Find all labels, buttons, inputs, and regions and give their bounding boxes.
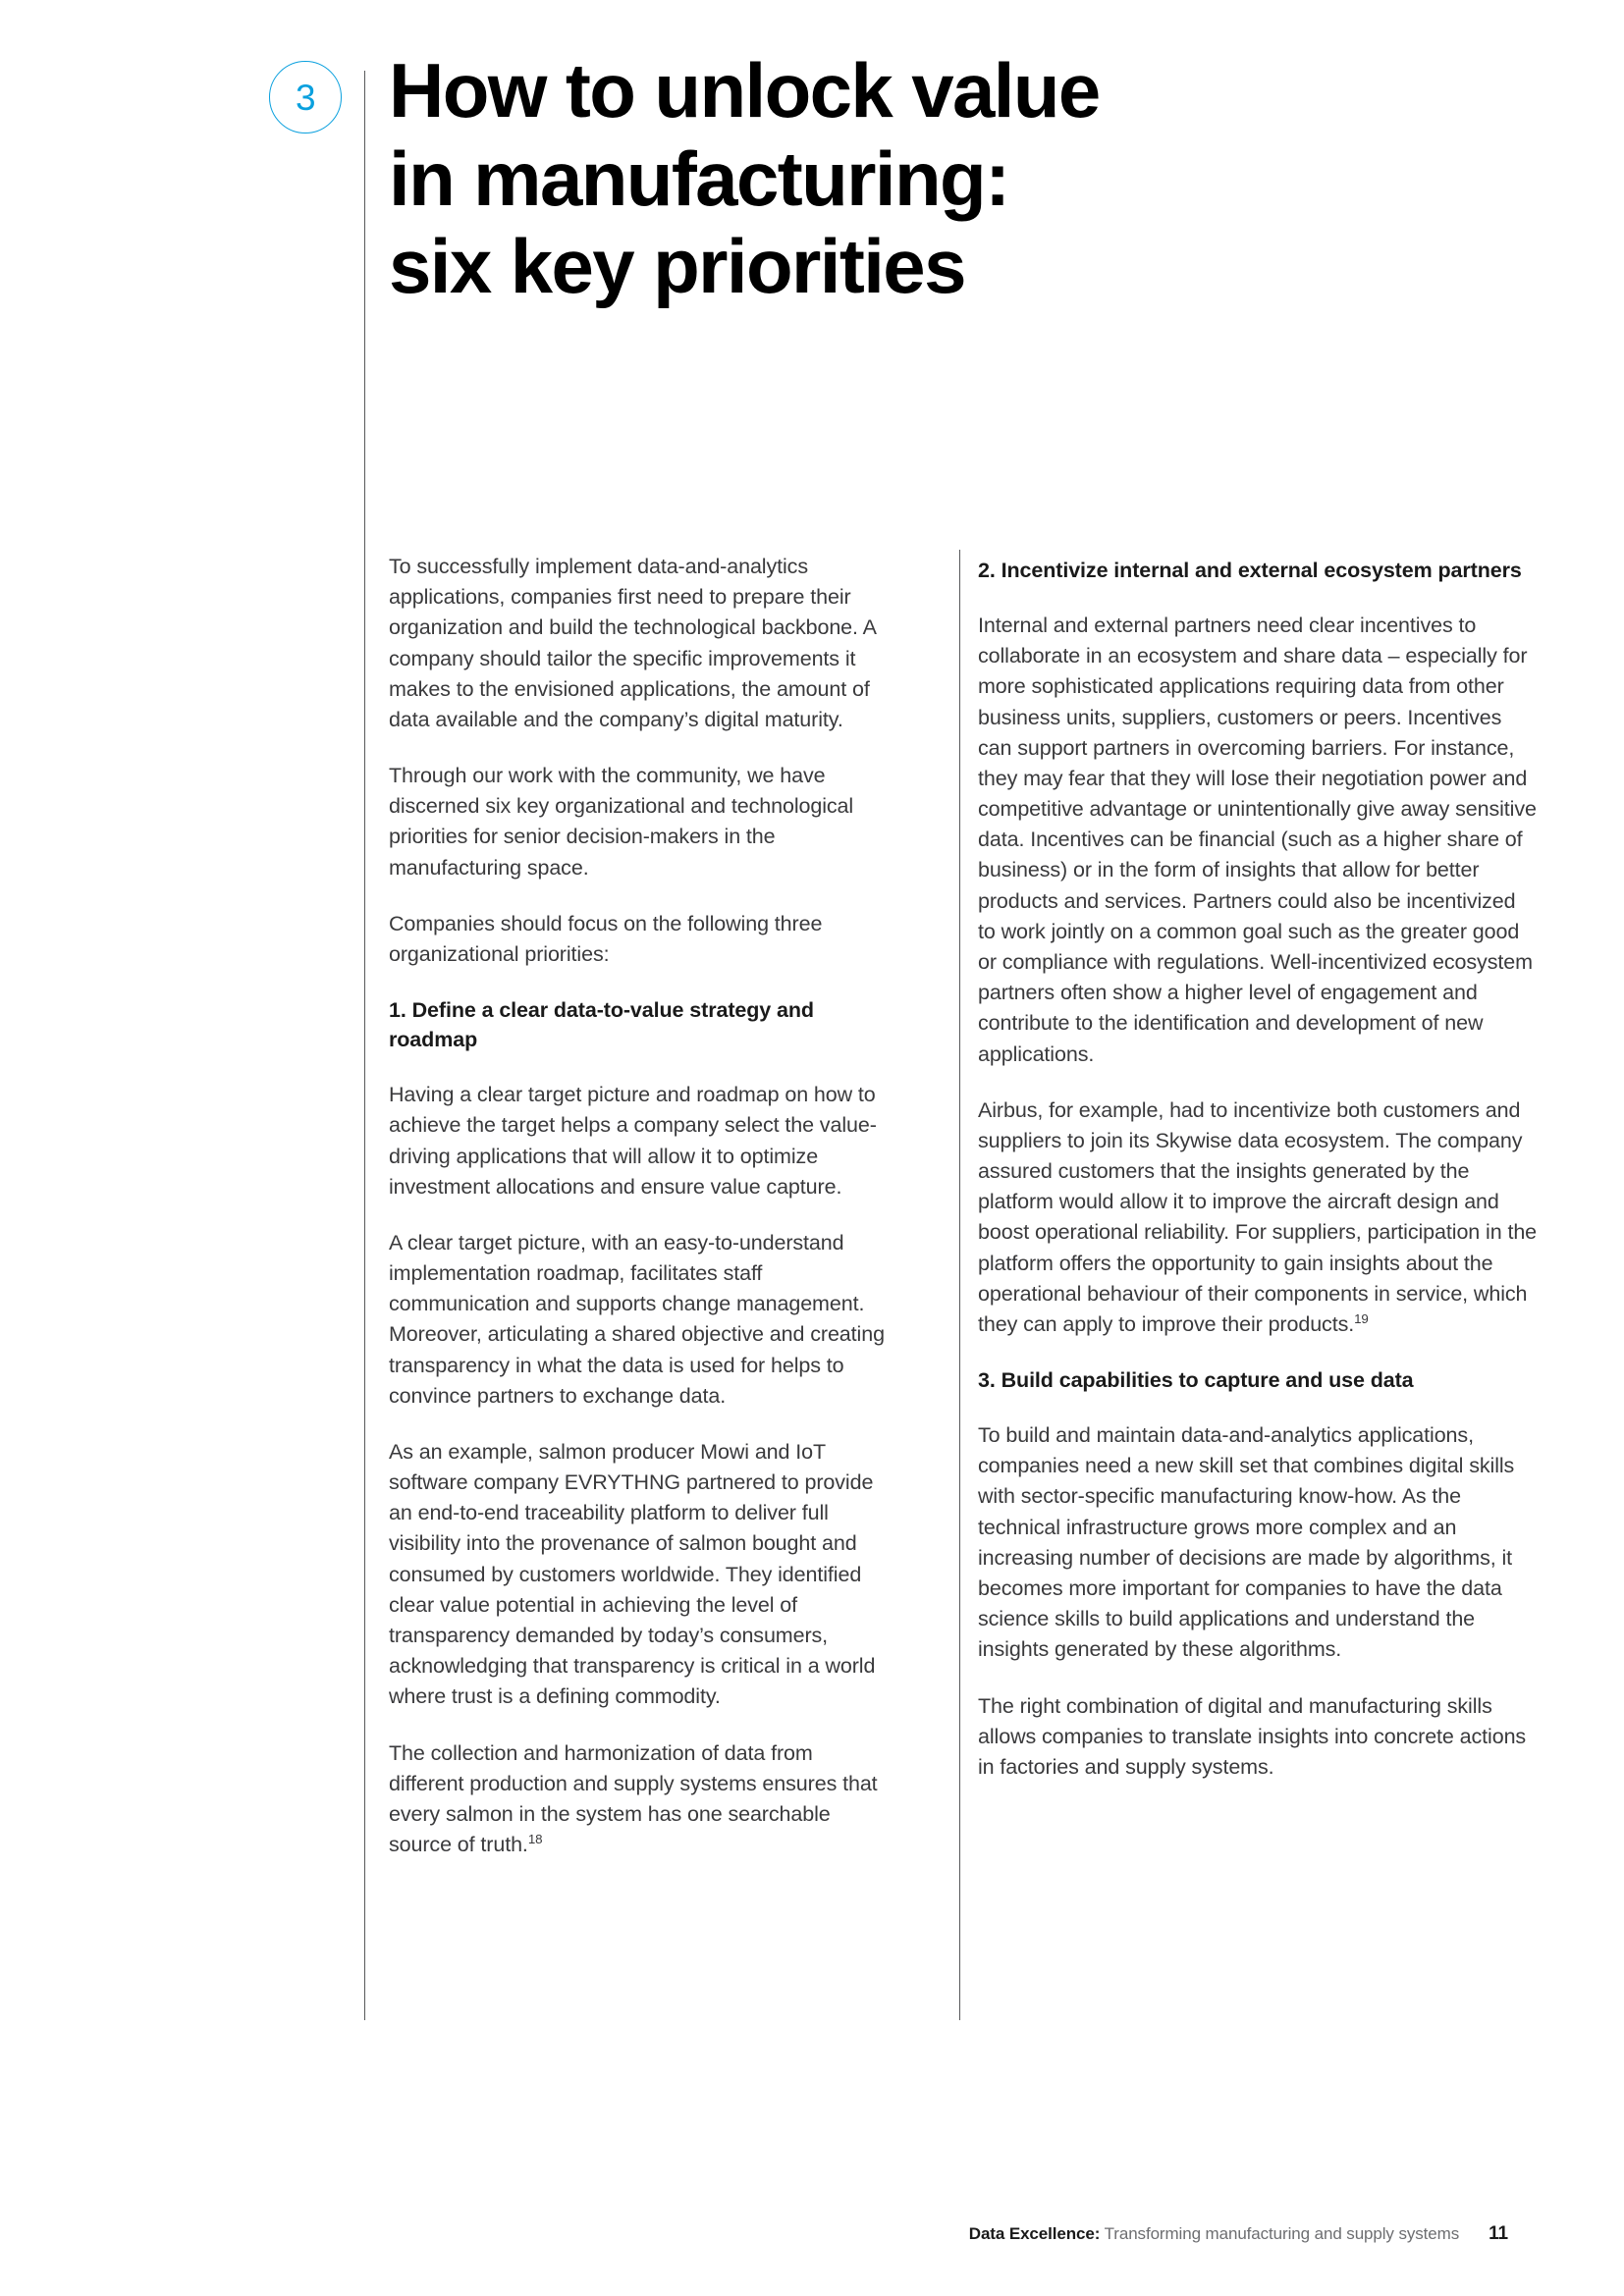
- section-heading: 2. Incentivize internal and external ecosystem partners: [978, 559, 1522, 582]
- page-title: [389, 47, 1469, 311]
- page-number: 11: [1489, 2223, 1508, 2244]
- body-paragraph: Airbus, for example, had to incentivize both customers and suppliers to join its Skywise data ecosystem. The company assured customers that the insights generated by the platform would allow it to improve the aircraft design and boost operational reliability. For suppliers, participation in the platform offers the opportunity to gain insights about the operational behaviour of their components in service, which they can apply to improve their products.$^{19}$: [978, 1097, 1538, 1336]
- section-heading: 3. Build capabilities to capture and use data: [978, 1368, 1414, 1393]
- footer-text: [969, 2224, 1459, 2244]
- body-paragraph: Having a clear target picture and roadmap on how to achieve the target helps a company select the value-driving applications that will allow it to optimize investment allocations and ensure value capture.: [389, 1083, 877, 1199]
- body-columns: [389, 552, 1538, 1886]
- body-paragraph: Through our work with the community, we have discerned six key organizational and technological priorities for senior decision-makers in the manufacturing space.: [389, 764, 854, 880]
- right-column: [978, 552, 1538, 1886]
- chapter-number-badge: [269, 61, 342, 133]
- chapter-header: [0, 0, 1624, 422]
- body-paragraph: To successfully implement data-and-analytics applications, companies first need to prepare their organization and build the technological backbone. A company should tailor the specific improvements it makes to the envisioned applications, the amount of data available and the company’s digital maturity.: [389, 555, 876, 731]
- body-paragraph: A clear target picture, with an easy-to-understand implementation roadmap, facilitates staff communication and supports change management. Moreover, articulating a shared objective and creating transparency in what the data is used for helps to convince partners to exchange data.: [389, 1230, 885, 1408]
- body-paragraph: The right combination of digital and manufacturing skills allows companies to translate insights into concrete actions in factories and supply systems.: [978, 1693, 1527, 1779]
- page-title-line-1: How to unlock value: [389, 47, 1100, 133]
- body-paragraph: As an example, salmon producer Mowi and IoT software company EVRYTHNG partnered to provide an end-to-end traceability platform to deliver full visibility into the provenance of salmon bought and consumed by customers worldwide. They identified clear value potential in achieving the level of transparency demanded by today’s consumers, acknowledging that transparency is critical in a world where trust is a defining commodity.: [389, 1439, 876, 1709]
- footnote-reference: 19: [1354, 1310, 1369, 1326]
- page-footer: [0, 2216, 1624, 2245]
- left-column: [389, 552, 948, 1886]
- section-heading: 1. Define a clear data-to-value strategy and roadmap: [389, 998, 814, 1052]
- footer-report-subtitle: Transforming manufacturing and supply systems: [1104, 2224, 1460, 2243]
- body-paragraph: Companies should focus on the following three organizational priorities:: [389, 911, 823, 966]
- page-title-line-3: six key priorities: [389, 223, 965, 310]
- footnote-reference: 18: [527, 1831, 543, 1846]
- body-paragraph: The collection and harmonization of data from different production and supply systems ensures that every salmon in the system has one searchable source of truth.$^{18}$: [389, 1740, 878, 1857]
- title-vertical-divider: [364, 71, 365, 2020]
- footer-report-title: Data Excellence:: [968, 2224, 1101, 2243]
- body-paragraph: To build and maintain data-and-analytics applications, companies need a new skill set that combines digital skills with sector-specific manufacturing know-how. As the technical infrastructure grows more complex and an increasing number of decisions are made by algorithms, it becomes more important for companies to have the data science skills to build applications and understand the insights generated by these algorithms.: [978, 1423, 1515, 1662]
- chapter-number: 3: [295, 77, 316, 118]
- body-paragraph: Internal and external partners need clear incentives to collaborate in an ecosystem and share data – especially for more sophisticated applications requiring data from other business units, suppliers, customers or peers. Incentives can support partners in overcoming barriers. For instance, they may fear that they will lose their negotiation power and competitive advantage or unintentionally give away sensitive data. Incentives can be financial (such as a higher share of business) or in the form of insights that allow for better products and services. Partners could also be incentivized to work jointly on a common goal such as the greater good or compliance with regulations. Well-incentivized ecosystem partners often show a higher level of engagement and contribute to the identification and development of new applications.: [978, 614, 1537, 1066]
- page-title-line-2: in manufacturing:: [389, 134, 1009, 222]
